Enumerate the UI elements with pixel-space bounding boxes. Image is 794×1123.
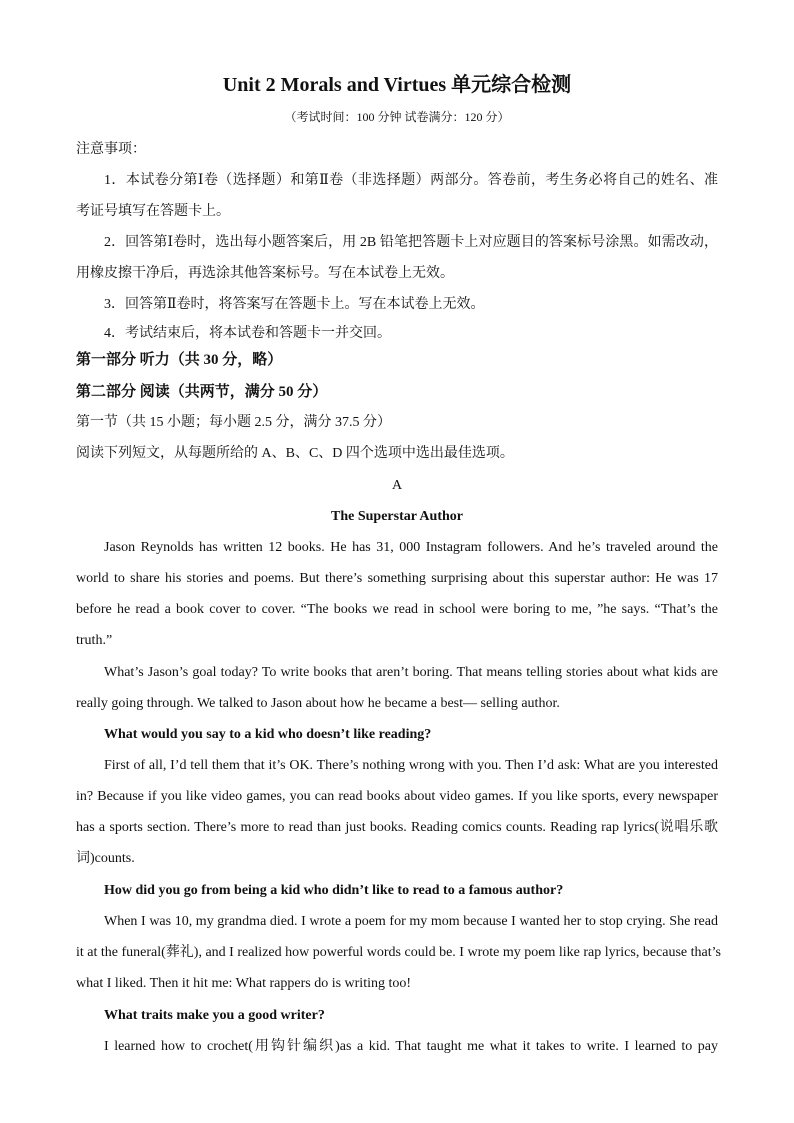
passage-line: it at the funeral(葬礼), and I realized how powerful words could be. I wrote my poem like rap lyrics, because that’s: [76, 945, 721, 960]
passage-line: What’s Jason’s goal today? To write books that aren’t boring. That means telling stories about what kids are: [104, 665, 718, 680]
reading-instruction: 阅读下列短文，从每题所给的 A、B、C、D 四个选项中选出最佳选项。: [76, 446, 514, 461]
passage-line: world to share his stories and poems. But there’s something surprising about this superstar author: He was 17: [76, 571, 718, 586]
passage-line: I learned how to crochet(用钩针编织)as a kid. That taught me what it takes to write. I learned to pay: [104, 1039, 718, 1054]
note-item-2-line-2: 用橡皮擦干净后，再选涂其他答案标号。写在本试卷上无效。: [76, 266, 454, 281]
note-item-3: 3．回答第Ⅱ卷时，将答案写在答题卡上。写在本试卷上无效。: [104, 297, 485, 312]
passage-line: Jason Reynolds has written 12 books. He has 31, 000 Instagram followers. And he’s traveled around the: [104, 540, 718, 555]
note-item-2-line-1: 2．回答第Ⅰ卷时，选出每小题答案后，用 2B 铅笔把答题卡上对应题目的答案标号涂黑。如需改动，: [104, 235, 718, 250]
note-item-1-line-1: 1．本试卷分第Ⅰ卷（选择题）和第Ⅱ卷（非选择题）两部分。答卷前，考生务必将自己的姓名、准: [104, 173, 718, 188]
section-1-heading: 第一节（共 15 小题；每小题 2.5 分，满分 37.5 分）: [76, 415, 391, 430]
passage-line: what I liked. Then it hit me: What rappers do is writing too!: [76, 976, 412, 991]
note-item-1-line-2: 考证号填写在答题卡上。: [76, 204, 230, 219]
passage-label: A: [391, 478, 403, 493]
passage-line: 词)counts.: [76, 851, 135, 866]
passage-line: First of all, I’d tell them that it’s OK. There’s nothing wrong with you. Then I’d ask: What are you interested: [104, 758, 718, 773]
passage-line: has a sports section. There’s more to read than just books. Reading comics counts. Reading rap lyrics(说唱乐歌: [76, 820, 718, 835]
document-title: Unit 2 Morals and Virtues 单元综合检测: [222, 74, 572, 96]
passage-line: in? Because if you like video games, you can read books about video games. If you like sports, every newspaper: [76, 789, 718, 804]
exam-info: （考试时间：100 分钟 试卷满分：120 分）: [284, 110, 510, 124]
passage-line: truth.”: [76, 633, 113, 648]
interview-question: How did you go from being a kid who didn’t like to read to a famous author?: [104, 883, 564, 898]
passage-line: before he read a book cover to cover. “The books we read in school were boring to me, ”he says. “That’s the: [76, 602, 718, 617]
notes-heading: 注意事项：: [76, 142, 146, 157]
passage-line: really going through. We talked to Jason about how he became a best— selling author.: [76, 696, 560, 711]
note-item-4: 4．考试结束后，将本试卷和答题卡一并交回。: [104, 326, 391, 341]
passage-line: When I was 10, my grandma died. I wrote a poem for my mom because I wanted her to stop crying. She read: [104, 914, 718, 929]
passage-title: The Superstar Author: [331, 509, 463, 524]
interview-question: What would you say to a kid who doesn’t like reading?: [104, 727, 432, 742]
part-1-heading: 第一部分 听力（共 30 分，略）: [76, 352, 283, 368]
interview-question: What traits make you a good writer?: [104, 1008, 325, 1023]
part-2-heading: 第二部分 阅读（共两节，满分 50 分）: [76, 384, 328, 400]
